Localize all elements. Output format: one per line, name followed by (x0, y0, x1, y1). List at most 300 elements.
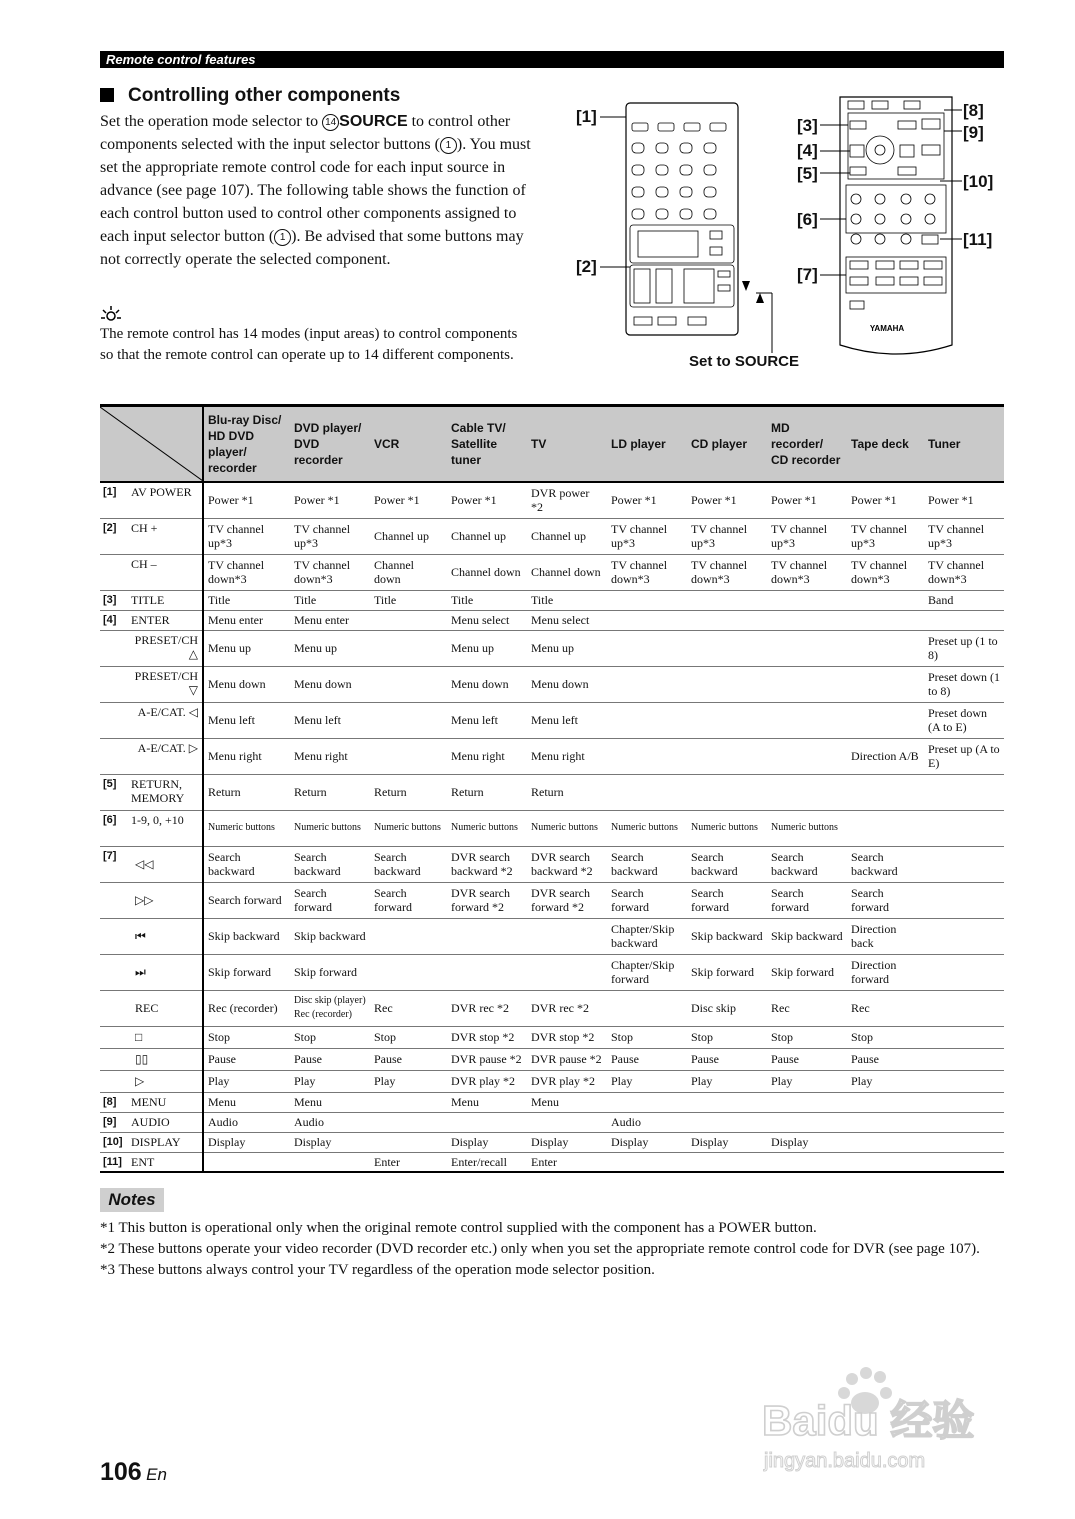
table-cell (527, 954, 607, 990)
table-cell: Power *1 (767, 482, 847, 518)
table-row (100, 1048, 1004, 1070)
table-cell: Menu right (527, 738, 607, 774)
row-label: MENU (127, 1092, 203, 1112)
table-cell: TV channel up*3 (203, 518, 290, 554)
table-cell: DVR play *2 (447, 1070, 527, 1092)
table-cell: Pause (290, 1048, 370, 1070)
table-cell (607, 630, 687, 666)
table-cell: Skip forward (687, 954, 767, 990)
table-cell: Channel down (447, 554, 527, 590)
table-cell: Numeric buttons (527, 810, 607, 846)
table-cell: Search forward (767, 882, 847, 918)
table-cell: Stop (847, 1026, 924, 1048)
table-cell (847, 1152, 924, 1172)
callout-3: [3] (797, 116, 818, 135)
table-cell: DVR power *2 (527, 482, 607, 518)
table-cell: Pause (607, 1048, 687, 1070)
bullet-square-icon (100, 88, 114, 102)
row-label: ▷ (127, 1070, 203, 1092)
heading-text: Controlling other components (128, 85, 401, 106)
table-row (100, 1132, 1004, 1152)
table-cell: Stop (290, 1026, 370, 1048)
table-row (100, 918, 1004, 954)
table-cell: Preset down (A to E) (924, 702, 1004, 738)
table-cell (607, 1092, 687, 1112)
table-cell: Rec (recorder) (203, 990, 290, 1026)
table-cell: TV channel down*3 (847, 554, 924, 590)
row-key: [1] (100, 482, 127, 518)
table-row (100, 630, 1004, 666)
row-key (100, 738, 127, 774)
table-row (100, 1092, 1004, 1112)
table-cell (767, 630, 847, 666)
table-cell: Channel up (370, 518, 447, 554)
table-row (100, 610, 1004, 630)
table-cell: Band (924, 590, 1004, 610)
table-cell: Stop (767, 1026, 847, 1048)
table-cell (847, 590, 924, 610)
table-cell: Play (370, 1070, 447, 1092)
table-row (100, 774, 1004, 810)
table-cell: Search forward (607, 882, 687, 918)
page-number: 106 En (100, 1458, 167, 1486)
table-cell: Numeric buttons (767, 810, 847, 846)
table-cell: Channel down (370, 554, 447, 590)
notes-title: Notes (100, 1188, 164, 1212)
table-cell (370, 738, 447, 774)
table-cell (924, 846, 1004, 882)
table-cell: DVR search backward *2 (527, 846, 607, 882)
table-cell: Menu select (447, 610, 527, 630)
table-cell: Pause (687, 1048, 767, 1070)
table-cell (767, 738, 847, 774)
table-cell: Search forward (290, 882, 370, 918)
row-label: ▷▷ (127, 882, 203, 918)
table-cell (527, 1112, 607, 1132)
table-row (100, 738, 1004, 774)
section-header: Remote control features (100, 51, 1004, 68)
table-cell: Skip backward (687, 918, 767, 954)
col-header: Cable TV/ Satellite tuner (447, 406, 527, 483)
table-cell (767, 1092, 847, 1112)
row-label: TITLE (127, 590, 203, 610)
table-cell (924, 1152, 1004, 1172)
intro-paragraph: Set the operation mode selector to 14 SOURCE to control other components selected with the input selector buttons ( 1 ). You must set the appropriate remote control code for each input source in advance (see page 107). The following table shows the function of each control button used to control other components assigned to each input selector button ( 1 ). Be advised that some buttons may not correctly operate the selected component. (100, 113, 531, 268)
table-cell: Skip forward (203, 954, 290, 990)
table-cell: Preset up (A to E) (924, 738, 1004, 774)
table-cell: Menu enter (290, 610, 370, 630)
table-cell: Rec (370, 990, 447, 1026)
table-cell (847, 610, 924, 630)
table-cell: Skip backward (290, 918, 370, 954)
table-cell: DVR search backward *2 (447, 846, 527, 882)
watermark-logo (760, 1365, 1010, 1475)
set-to-source-label: Set to SOURCE (689, 353, 800, 370)
table-cell: DVR stop *2 (447, 1026, 527, 1048)
table-cell: Search backward (687, 846, 767, 882)
table-cell: Title (203, 590, 290, 610)
row-key (100, 918, 127, 954)
row-key: [6] (100, 810, 127, 846)
table-cell: TV channel up*3 (607, 518, 687, 554)
table-cell: Menu left (203, 702, 290, 738)
table-cell (447, 1112, 527, 1132)
table-cell: Menu right (203, 738, 290, 774)
table-cell (607, 666, 687, 702)
page-heading (100, 85, 400, 107)
table-cell: Play (203, 1070, 290, 1092)
table-cell (924, 1132, 1004, 1152)
table-cell: TV channel up*3 (290, 518, 370, 554)
circled-number-1b: 1 (274, 229, 291, 246)
table-cell: Menu enter (203, 610, 290, 630)
table-cell (370, 630, 447, 666)
row-key: [9] (100, 1112, 127, 1132)
table-cell (847, 666, 924, 702)
table-cell: Numeric buttons (447, 810, 527, 846)
table-cell: Return (527, 774, 607, 810)
row-label: A-E/CAT. ▷ (127, 738, 203, 774)
table-cell (924, 1026, 1004, 1048)
table-cell: Power *1 (203, 482, 290, 518)
table-cell (687, 774, 767, 810)
table-cell: Stop (203, 1026, 290, 1048)
table-cell: Display (527, 1132, 607, 1152)
row-key: [10] (100, 1132, 127, 1152)
table-cell (687, 1112, 767, 1132)
row-label: CH + (127, 518, 203, 554)
table-row (100, 846, 1004, 882)
table-cell (767, 702, 847, 738)
table-cell: Preset down (1 to 8) (924, 666, 1004, 702)
row-label: PRESET/CH △ (127, 630, 203, 666)
callout-7: [7] (797, 265, 818, 284)
col-header: TV (527, 406, 607, 483)
table-cell (607, 738, 687, 774)
table-cell: Menu down (447, 666, 527, 702)
row-key: [7] (100, 846, 127, 882)
row-key (100, 990, 127, 1026)
corner-diagonal (100, 407, 203, 481)
table-cell: Display (687, 1132, 767, 1152)
table-cell: Menu (527, 1092, 607, 1112)
table-row (100, 1070, 1004, 1092)
table-cell: Menu right (290, 738, 370, 774)
table-cell: TV channel up*3 (847, 518, 924, 554)
table-cell: Title (527, 590, 607, 610)
table-cell: Skip forward (767, 954, 847, 990)
table-cell (924, 1048, 1004, 1070)
table-cell: Return (290, 774, 370, 810)
table-cell: Power *1 (847, 482, 924, 518)
table-cell: TV channel down*3 (290, 554, 370, 590)
table-cell: Skip forward (290, 954, 370, 990)
table-cell: Menu (290, 1092, 370, 1112)
row-label: ENT (127, 1152, 203, 1172)
table-cell: Display (290, 1132, 370, 1152)
table-cell: Enter/recall (447, 1152, 527, 1172)
table-cell (607, 1152, 687, 1172)
row-key: [3] (100, 590, 127, 610)
row-key: [5] (100, 774, 127, 810)
table-cell (847, 774, 924, 810)
table-cell: Title (370, 590, 447, 610)
table-cell: DVR search forward *2 (527, 882, 607, 918)
table-cell (687, 738, 767, 774)
table-cell: Search forward (847, 882, 924, 918)
table-cell: Power *1 (447, 482, 527, 518)
table-cell (607, 590, 687, 610)
table-cell (847, 1112, 924, 1132)
table-cell: Menu left (290, 702, 370, 738)
table-cell: Play (290, 1070, 370, 1092)
table-cell: Menu (203, 1092, 290, 1112)
table-cell: Audio (203, 1112, 290, 1132)
table-row (100, 590, 1004, 610)
table-cell: Display (447, 1132, 527, 1152)
row-label: PRESET/CH ▽ (127, 666, 203, 702)
note-item: *2 These buttons operate your video recorder (DVD recorder etc.) only when you set the appropriate remote control code for DVR (see page 107). (100, 1241, 980, 1257)
table-cell: Stop (607, 1026, 687, 1048)
table-cell: Numeric buttons (607, 810, 687, 846)
row-label: REC (127, 990, 203, 1026)
table-cell: Audio (290, 1112, 370, 1132)
table-cell: TV channel up*3 (687, 518, 767, 554)
table-cell: TV channel up*3 (924, 518, 1004, 554)
table-cell (924, 1070, 1004, 1092)
table-cell: TV channel down*3 (924, 554, 1004, 590)
table-cell (370, 918, 447, 954)
table-cell: Play (767, 1070, 847, 1092)
table-cell: Return (447, 774, 527, 810)
col-header: Tuner (924, 406, 1004, 483)
table-cell: Display (607, 1132, 687, 1152)
table-cell: Return (203, 774, 290, 810)
table-cell (767, 1152, 847, 1172)
table-cell: Power *1 (290, 482, 370, 518)
table-cell: Numeric buttons (687, 810, 767, 846)
table-cell (527, 918, 607, 954)
row-key: [11] (100, 1152, 127, 1172)
table-cell (924, 810, 1004, 846)
table-cell: Skip backward (767, 918, 847, 954)
table-row (100, 666, 1004, 702)
table-cell: Skip backward (203, 918, 290, 954)
row-key (100, 1070, 127, 1092)
table-cell: Search forward (203, 882, 290, 918)
callout-8: [8] (963, 101, 984, 120)
table-row (100, 990, 1004, 1026)
table-cell (687, 1092, 767, 1112)
table-cell: Power *1 (607, 482, 687, 518)
table-cell (687, 590, 767, 610)
table-cell: Enter (370, 1152, 447, 1172)
note-item: *1 This button is operational only when the original remote control supplied with the component has a POWER button. (100, 1220, 817, 1236)
table-cell (767, 1112, 847, 1132)
table-cell (290, 1152, 370, 1172)
row-label: ◁◁ (127, 846, 203, 882)
row-key: [2] (100, 518, 127, 554)
table-cell (767, 774, 847, 810)
row-label: CH – (127, 554, 203, 590)
table-cell: Chapter/Skip backward (607, 918, 687, 954)
remote-brand: YAMAHA (869, 324, 905, 333)
table-header-row (100, 406, 1004, 483)
row-key (100, 954, 127, 990)
table-cell: Channel down (527, 554, 607, 590)
table-cell (370, 1092, 447, 1112)
table-cell (607, 774, 687, 810)
table-cell (847, 630, 924, 666)
table-cell (607, 702, 687, 738)
table-row (100, 554, 1004, 590)
watermark-brand: Baidu 经验 (762, 1397, 975, 1444)
table-cell: Search backward (203, 846, 290, 882)
table-cell: Play (687, 1070, 767, 1092)
table-cell: Display (767, 1132, 847, 1152)
note-item: *3 These buttons always control your TV regardless of the operation mode selector position. (100, 1262, 655, 1278)
table-cell: DVR pause *2 (527, 1048, 607, 1070)
table-cell (924, 918, 1004, 954)
callout-11: [11] (963, 230, 993, 249)
table-cell: Numeric buttons (203, 810, 290, 846)
table-cell: DVR pause *2 (447, 1048, 527, 1070)
callout-1: [1] (576, 107, 597, 126)
table-cell (687, 610, 767, 630)
table-cell: Title (290, 590, 370, 610)
row-key (100, 554, 127, 590)
table-row (100, 482, 1004, 518)
table-cell: Title (447, 590, 527, 610)
table-cell: TV channel down*3 (203, 554, 290, 590)
table-cell: Play (847, 1070, 924, 1092)
table-cell: Menu select (527, 610, 607, 630)
row-key (100, 882, 127, 918)
table-cell: Search backward (767, 846, 847, 882)
hint-text: The remote control has 14 modes (input areas) to control components so that the remote control can operate up to 14 different components. (100, 326, 518, 363)
notes-list (100, 1218, 1004, 1281)
table-row (100, 1026, 1004, 1048)
table-cell (447, 918, 527, 954)
table-cell: Preset up (1 to 8) (924, 630, 1004, 666)
row-key (100, 702, 127, 738)
circled-number-1: 1 (440, 137, 457, 154)
table-cell: Menu up (203, 630, 290, 666)
table-row (100, 1112, 1004, 1132)
table-cell: Menu up (290, 630, 370, 666)
col-header: DVD player/ DVD recorder (290, 406, 370, 483)
table-cell (687, 630, 767, 666)
table-cell: Menu left (447, 702, 527, 738)
callout-9: [9] (963, 123, 984, 142)
table-cell: Power *1 (924, 482, 1004, 518)
table-cell (924, 1112, 1004, 1132)
row-key: [4] (100, 610, 127, 630)
table-cell (924, 954, 1004, 990)
row-label: ⏮ (127, 918, 203, 954)
table-cell: Power *1 (687, 482, 767, 518)
table-cell: Direction back (847, 918, 924, 954)
table-cell: Return (370, 774, 447, 810)
col-header: CD player (687, 406, 767, 483)
table-cell: Search backward (607, 846, 687, 882)
col-header: MD recorder/ CD recorder (767, 406, 847, 483)
table-cell (924, 610, 1004, 630)
table-cell (924, 1092, 1004, 1112)
table-cell (924, 774, 1004, 810)
col-header: LD player (607, 406, 687, 483)
callout-2: [2] (576, 257, 597, 276)
table-cell (847, 810, 924, 846)
row-label: RETURN, MEMORY (127, 774, 203, 810)
table-cell: Search backward (847, 846, 924, 882)
table-cell: Pause (847, 1048, 924, 1070)
table-cell: Channel up (447, 518, 527, 554)
table-cell: Stop (687, 1026, 767, 1048)
table-cell: Disc skip (player) Rec (recorder) (290, 990, 370, 1026)
table-cell (847, 1092, 924, 1112)
table-cell: Pause (370, 1048, 447, 1070)
row-label: ⏭ (127, 954, 203, 990)
table-cell (370, 666, 447, 702)
callout-6: [6] (797, 210, 818, 229)
table-cell: Channel up (527, 518, 607, 554)
table-cell: Display (203, 1132, 290, 1152)
table-cell: Search forward (687, 882, 767, 918)
table-cell: Menu down (290, 666, 370, 702)
table-row (100, 810, 1004, 846)
table-cell: Stop (370, 1026, 447, 1048)
col-header: Tape deck (847, 406, 924, 483)
table-row (100, 954, 1004, 990)
table-cell (687, 702, 767, 738)
row-label: AV POWER (127, 482, 203, 518)
table-cell (447, 954, 527, 990)
table-cell: TV channel up*3 (767, 518, 847, 554)
table-cell (924, 990, 1004, 1026)
table-cell: Rec (847, 990, 924, 1026)
table-cell: TV channel down*3 (607, 554, 687, 590)
table-cell: Direction A/B (847, 738, 924, 774)
table-cell (687, 1152, 767, 1172)
watermark-url: jingyan.baidu.com (764, 1450, 926, 1472)
circled-number-14: 14 (322, 114, 339, 131)
table-cell: DVR play *2 (527, 1070, 607, 1092)
table-cell: DVR rec *2 (527, 990, 607, 1026)
table-row (100, 518, 1004, 554)
table-cell: Numeric buttons (370, 810, 447, 846)
table-cell: TV channel down*3 (687, 554, 767, 590)
row-label: DISPLAY (127, 1132, 203, 1152)
table-cell (847, 702, 924, 738)
table-cell: Menu down (527, 666, 607, 702)
row-label: A-E/CAT. ◁ (127, 702, 203, 738)
table-cell: Pause (767, 1048, 847, 1070)
col-header: VCR (370, 406, 447, 483)
table-cell: DVR rec *2 (447, 990, 527, 1026)
table-cell: Menu up (447, 630, 527, 666)
row-label: □ (127, 1026, 203, 1048)
table-cell (370, 954, 447, 990)
table-cell: Rec (767, 990, 847, 1026)
table-cell: Menu (447, 1092, 527, 1112)
table-corner (100, 406, 203, 483)
table-cell: Search backward (290, 846, 370, 882)
callout-10: [10] (963, 172, 994, 191)
table-cell (370, 610, 447, 630)
table-cell (767, 610, 847, 630)
table-cell (203, 1152, 290, 1172)
